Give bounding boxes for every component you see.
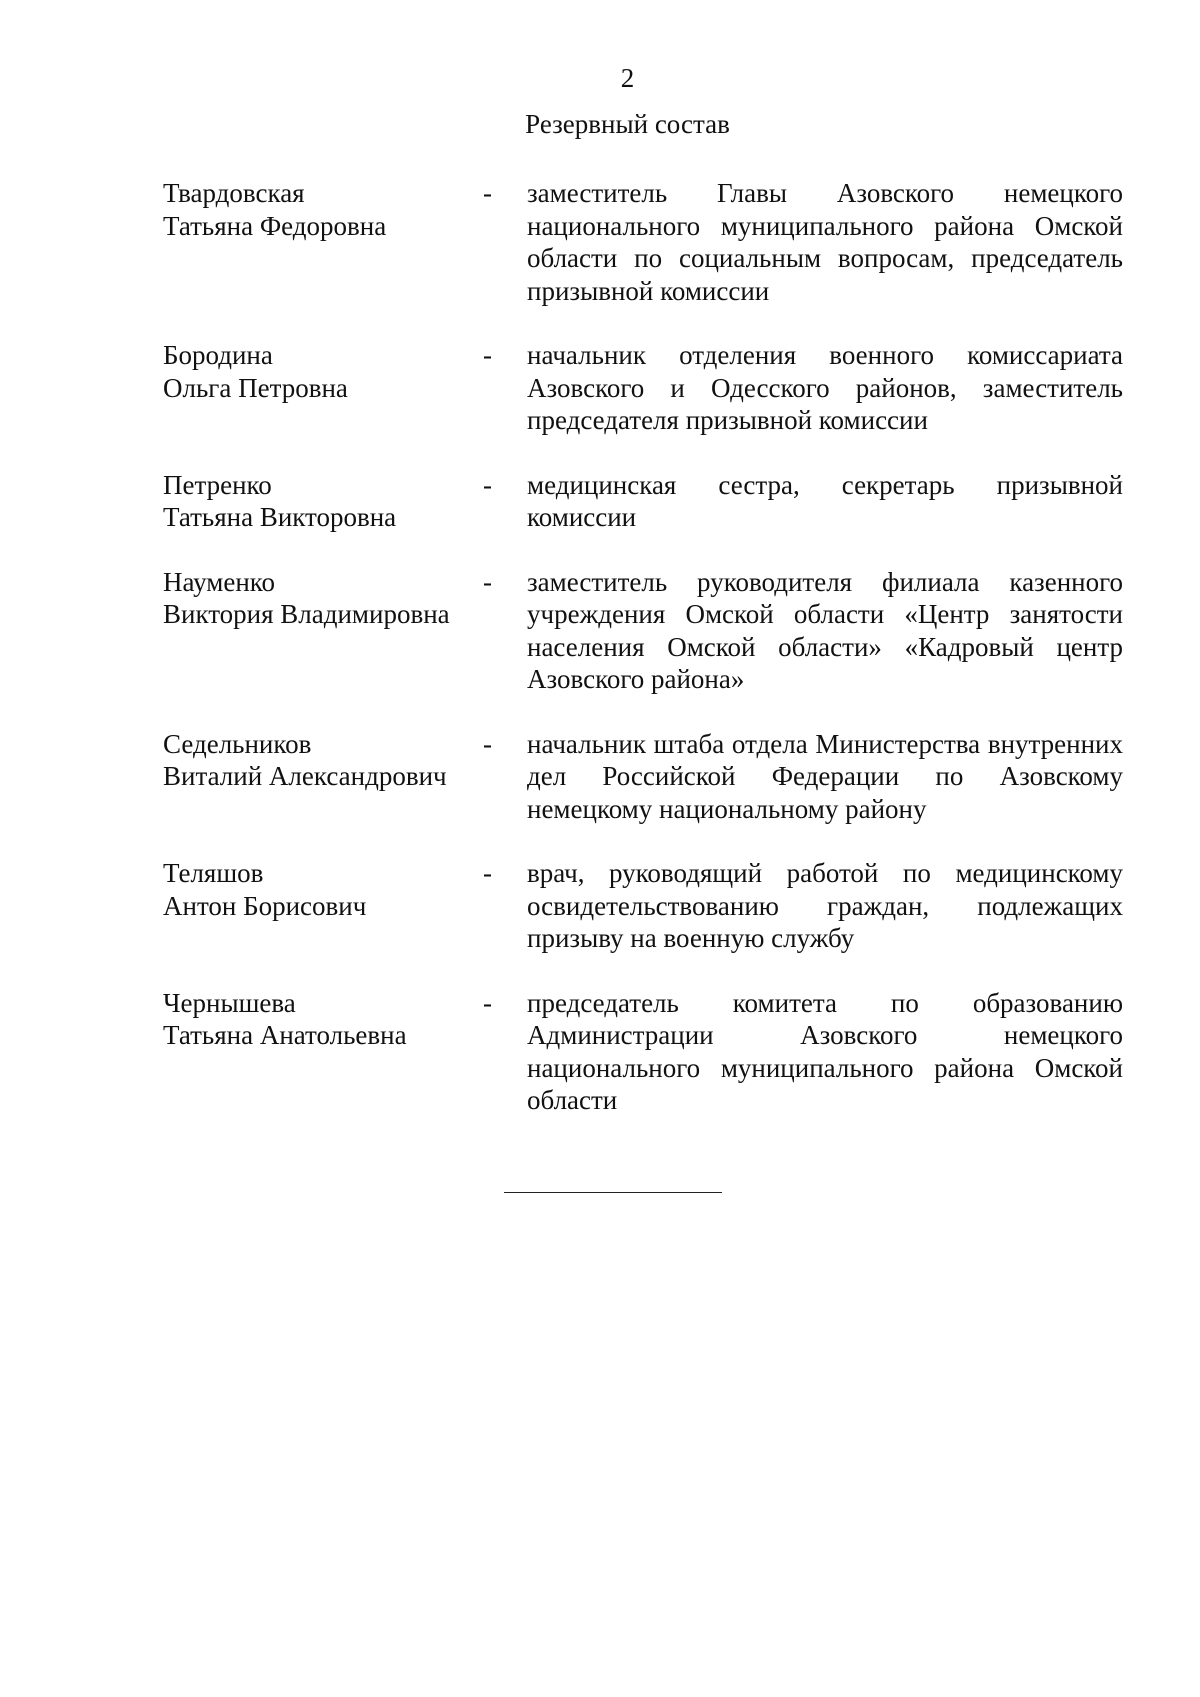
member-row	[163, 857, 1123, 955]
member-name	[163, 177, 483, 242]
member-name	[163, 469, 483, 534]
member-row	[163, 566, 1123, 696]
member-name	[163, 566, 483, 631]
member-surname: Петренко	[163, 469, 272, 500]
section-title: Резервный состав	[525, 109, 730, 139]
member-role: заместитель руководителя филиала казенного учреждения Омской области «Центр занятости населения Омской области» «Кадровый центр Азовского района»	[527, 566, 1123, 694]
member-given-names: Антон Борисович	[163, 890, 367, 921]
member-surname: Бородина	[163, 340, 273, 370]
member-role: заместитель Главы Азовского немецкого национального муниципального района Омской области по социальным вопросам, председатель призывной комиссии	[527, 178, 1123, 306]
member-surname: Седельников	[163, 728, 312, 759]
page-number: 2	[620, 63, 635, 93]
member-given-names: Татьяна Викторовна	[163, 502, 397, 532]
member-dash: -	[483, 728, 492, 759]
member-given-names: Виктория Владимировна	[163, 599, 450, 629]
member-dash: -	[483, 858, 492, 888]
member-given-names: Ольга Петровна	[163, 372, 348, 403]
member-row	[163, 728, 1123, 826]
member-role: врач, руководящий работой по медицинскому освидетельствованию граждан, подлежащих призыву на военную службу	[527, 858, 1123, 953]
member-role: медицинская сестра, секретарь призывной комиссии	[527, 469, 1123, 532]
member-name	[163, 728, 483, 793]
member-surname: Теляшов	[163, 858, 264, 888]
member-dash: -	[483, 340, 492, 370]
member-row	[163, 177, 1123, 307]
member-surname: Твардовская	[163, 178, 305, 208]
member-dash: -	[483, 469, 492, 500]
member-role: председатель комитета по образованию Администрации Азовского немецкого национального муниципального района Омской области	[527, 987, 1123, 1115]
end-of-list-rule	[504, 1192, 722, 1193]
member-row	[163, 469, 1123, 534]
member-row	[163, 987, 1123, 1117]
member-dash: -	[483, 178, 492, 208]
member-name	[163, 339, 483, 404]
member-surname: Науменко	[163, 566, 276, 597]
member-given-names: Татьяна Федоровна	[163, 210, 387, 241]
members-list	[163, 177, 1123, 1149]
member-given-names: Виталий Александрович	[163, 761, 447, 791]
member-surname: Чернышева	[163, 987, 296, 1018]
member-row	[163, 339, 1123, 437]
member-given-names: Татьяна Анатольевна	[163, 1020, 407, 1050]
member-name	[163, 857, 483, 922]
member-name	[163, 987, 483, 1052]
member-dash: -	[483, 566, 492, 597]
member-dash: -	[483, 987, 492, 1018]
member-role: начальник штаба отдела Министерства внутренних дел Российской Федерации по Азовскому немецкому национальному району	[527, 728, 1123, 824]
member-role: начальник отделения военного комиссариата Азовского и Одесского районов, заместитель председателя призывной комиссии	[527, 340, 1123, 435]
